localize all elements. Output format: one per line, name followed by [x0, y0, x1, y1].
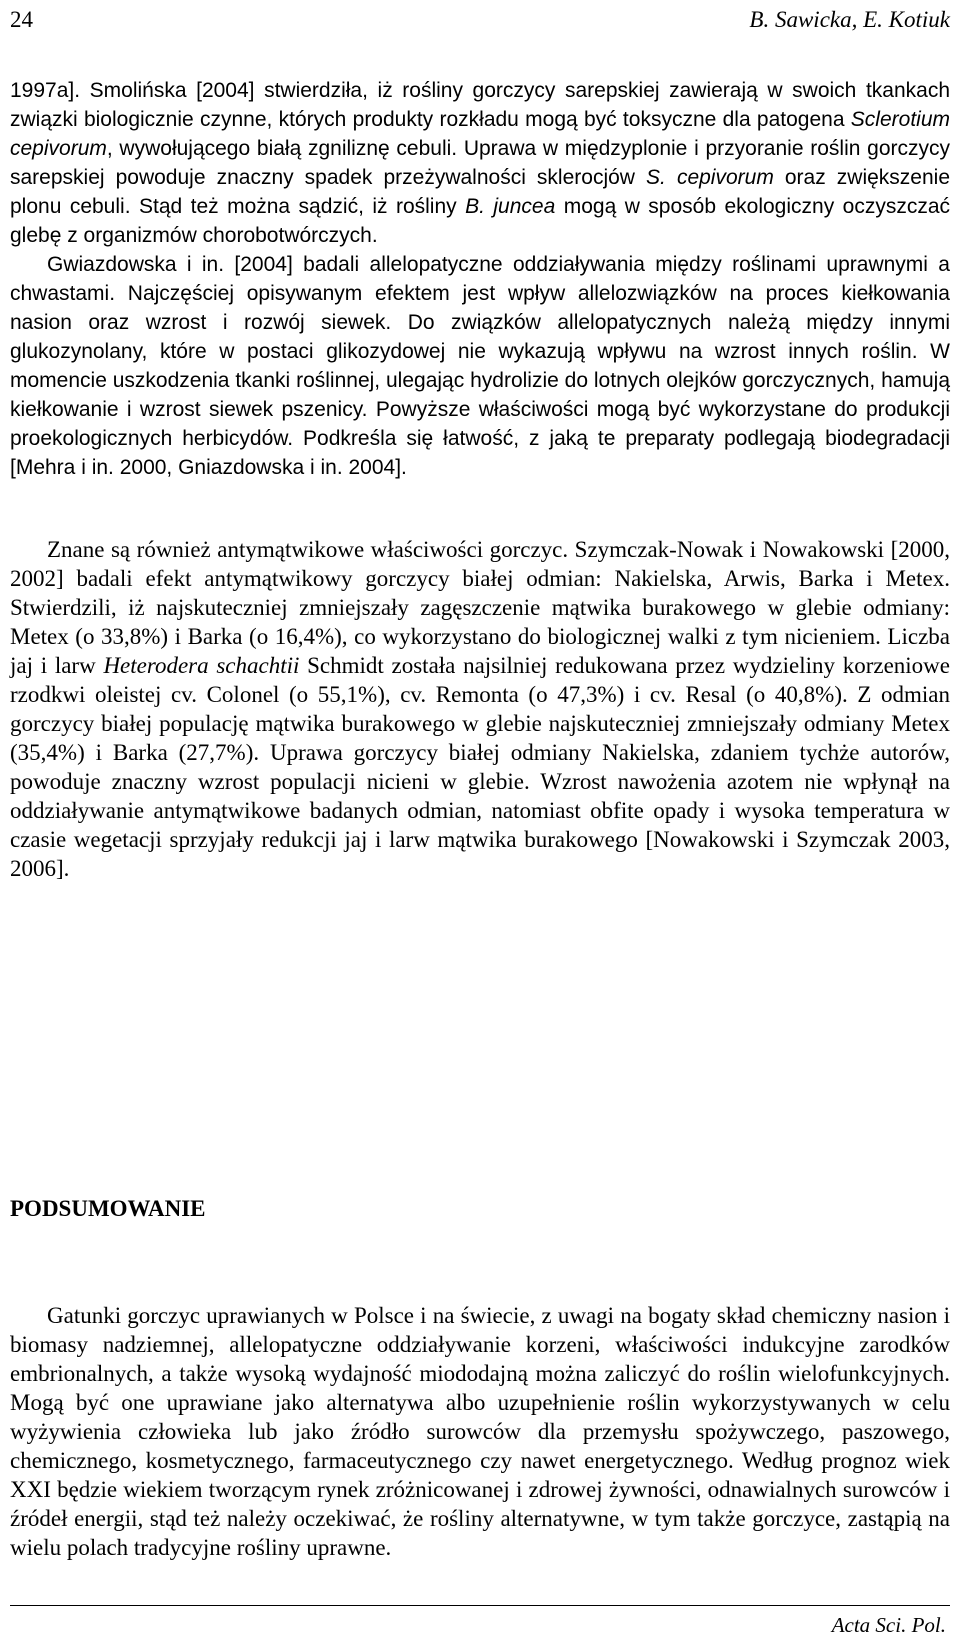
running-head-authors: B. Sawicka, E. Kotiuk [749, 7, 950, 32]
text-run: Znane są również antymątwikowe właściwości gorczyc. Szymczak-Nowak i Nowakowski [2000, 2002] badali efekt antymątwikowy gorczycy białej odmian: Nakielska, Arwis, Barka i Metex. Stwierdzili, iż najskuteczniej zmniejszały zagęszczenie mątwika burakowego w glebie odmiany: Metex (o 33,8%) i Barka (o 16,4%), co wykorzystano do biologicznej walki z tym nicieniem. Liczba jaj i larw [10, 537, 950, 678]
text-run: , wywołującego białą zgniliznę cebuli. Uprawa w międzyplonie i przyoranie roślin gorczycy sarepskiej powoduje znaczny spadek przeżywalności sklerocjów [10, 137, 950, 189]
paragraph-text [10, 535, 950, 883]
paragraph-gwiazdowska: Gwiazdowska i in. [2004] badali allelopatyczne oddziaływania między roślinami uprawnymi a chwastami. Najczęściej opisywanym efektem jest wpływ allelozwiązków na proces kiełkowania nasion oraz wzrost i rozwój siewek. Do związków allelopatycznych należą między innymi glukozynolany, które w postaci glikozydowej nie wykazują wpływu na wzrost innych roślin. W momencie uszkodzenia tkanki roślinnej, ulegając hydrolizie do lotnych olejków gorczycznych, hamują kiełkowanie i wzrost siewek pszenicy. Powyższe właściwości mogą być wykorzystane do produkcji proekologicznych herbicydów. Podkreśla się łatwość, z jaką te preparaty podlegają biodegradacji [Mehra i in. 2000, Gniazdowska i in. 2004]. [10, 253, 950, 479]
paragraph-text: Gatunki gorczyc uprawianych w Polsce i na świecie, z uwagi na bogaty skład chemiczny nasion i biomasy nadziemnej, allelopatyczne oddziaływanie korzeni, właściwości indukcyjne zarodków embrionalnych, a także wysoką wydajność miododajną można zaliczyć do roślin wielofunkcyjnych. Mogą być one uprawiane jako alternatywa albo uzupełnienie roślin wykorzystywanych w celu wyżywienia człowieka lub jako źródło surowców dla przemysłu spożywczego, paszowego, chemicznego, kosmetycznego, farmaceutycznego czy nawet energetycznego. Według prognoz wiek XXI będzie wiekiem tworzącym rynek zróżnicowanej i zdrowej żywności, odnawialnych surowców i źródeł energii, stąd też należy oczekiwać, że rośliny alternatywne, w tym także gorczyce, zastąpią na wielu polach tradycyjne rośliny uprawne. [10, 1303, 950, 1560]
text-run: 1997a]. Smolińska [2004] stwierdziła, iż rośliny gorczycy sarepskiej zawierają w swoich tkankach związki biologicznie czynne, których produkty rozkładu mogą być toksyczne dla patogena [10, 79, 950, 131]
journal-footer: Acta Sci. Pol. [831, 1613, 946, 1637]
section-heading: PODSUMOWANIE [10, 1196, 206, 1221]
species-name: Sclerotium cepivorum [10, 108, 950, 160]
paragraph-text [10, 76, 950, 250]
footer-divider [10, 1605, 950, 1606]
paragraph-smolinska [10, 76, 950, 482]
paragraph-antymatwikowe [10, 535, 950, 883]
text-run: Schmidt została najsilniej redukowana przez wydzieliny korzeniowe rzodkwi oleistej cv. Colonel (o 55,1%), cv. Remonta (o 47,3%) i cv. Resal (o 40,8%). Z odmian gorczycy białej populację mątwika burakowego w glebie najskuteczniej zmniejszały odmiany Metex (35,4%) i Barka (27,7%). Uprawa gorczycy białej odmiany Nakielska, zdaniem tychże autorów, powoduje znaczny wzrost populacji nicieni w glebie. Wzrost nawożenia azotem nie wpłynął na oddziaływanie antymątwikowe badanych odmian, natomiast obfite opady i wysoka temperatura w czasie wegetacji sprzyjały redukcji jaj i larw mątwika burakowego [Nowakowski i Szymczak 2003, 2006]. [10, 653, 950, 881]
species-name: S. cepivorum [646, 166, 774, 189]
species-name: B. juncea [465, 195, 556, 218]
page-number: 24 [10, 7, 33, 32]
page-header [10, 2, 950, 38]
paragraph-podsumowanie [10, 1301, 950, 1562]
text-run: oraz zwiększenie plonu cebuli. Stąd też można sądzić, iż rośliny [10, 166, 951, 218]
text-run: mogą w sposób ekologiczny oczyszczać glebę z organizmów chorobotwórczych. [10, 195, 951, 247]
species-name: Heterodera schachtii [103, 653, 300, 678]
